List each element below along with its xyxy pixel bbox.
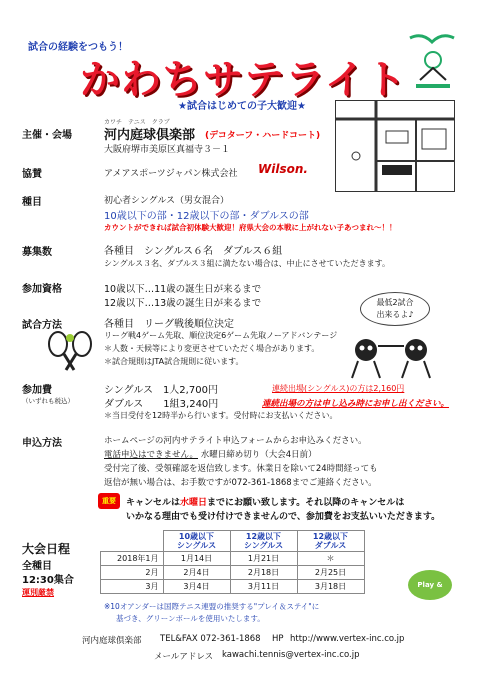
table-header: 12歳以下 シングルス: [230, 531, 297, 552]
fee-sublabel: （いずれも税込）: [22, 397, 74, 405]
events-label: 種目: [22, 197, 42, 208]
table-row: [101, 552, 365, 566]
eligibility-line2: 12歳以下…13歳の誕生日が来るまで: [104, 298, 262, 309]
club-logo-icon: [402, 30, 464, 100]
fee-doubles: ダブルス 1組3,240円: [104, 399, 219, 410]
balloon-line2: 出来るよ♪: [376, 310, 414, 319]
table-row: [101, 580, 365, 594]
table-header: [101, 531, 164, 552]
apply-label: 申込方法: [22, 438, 62, 449]
important-badge: 重要: [98, 493, 120, 509]
table-cell: 2月4日: [163, 566, 230, 580]
footer-tel: TEL&FAX 072-361-1868: [160, 634, 261, 644]
format-line2: ＊人数・天候等により変更させていただく場合があります。: [104, 344, 320, 353]
speech-balloon: [360, 292, 430, 326]
table-header: 10歳以下 シングルス: [163, 531, 230, 552]
table-header: 12歳以下 ダブルス: [297, 531, 364, 552]
eligibility-line1: 10歳以下…11歳の誕生日が来るまで: [104, 284, 262, 295]
events-line1: 初心者シングルス（男女混合）: [104, 196, 230, 206]
page-title: かわちサテライト: [80, 57, 407, 103]
table-cell: 1月14日: [163, 552, 230, 566]
balloon-line1: 最低2試合: [376, 298, 414, 307]
eligibility-label: 参加資格: [22, 284, 62, 295]
cancel-line2: いかなる理由でも受け付けできませんので、参加費をお支払いいただきます。: [126, 512, 441, 522]
apply-deadline: 水曜日締め切り（大会4日前）: [200, 450, 317, 460]
tennis-rackets-icon: [40, 330, 100, 374]
subtitle: 試合の経験をつもう！: [28, 42, 128, 53]
table-cell: 2月18日: [230, 566, 297, 580]
fee-combo: 連続出場(シングルス)の方は2,160円: [272, 384, 405, 393]
host-name: 河内庭球倶楽部: [104, 128, 196, 143]
events-line2: 10歳以下の部・12歳以下の部・ダブルスの部: [104, 211, 309, 222]
table-cell: ＊: [297, 552, 364, 566]
table-cell: 1月21日: [230, 552, 297, 566]
footer-mail-label: メールアドレス: [154, 652, 214, 662]
apply-line1: ホームページの河内サテライト申込フォームからお申込みください。: [104, 436, 367, 446]
cancel-line1c: までにお願い致します。それ以降のキャンセルは: [207, 498, 405, 508]
cancel-line1: [126, 495, 404, 508]
table-cell: 2月: [101, 566, 164, 580]
table-cell: 3月18日: [297, 580, 364, 594]
capacity-main: 各種目 シングルス６名 ダブルス６組: [104, 246, 283, 257]
sponsor-name: アメアスポーツジャパン株式会社: [104, 169, 238, 179]
fee-combo-note: 連続出場の方は申し込み時にお申し出ください。: [262, 399, 450, 409]
table-cell: 2018年1月: [101, 552, 164, 566]
schedule-note1: ※10オアンダーは国際テニス連盟の推奨する"プレイ＆ステイ"に: [104, 602, 320, 611]
table-header-row: [101, 531, 365, 552]
fee-singles: シングルス 1人2,700円: [104, 385, 218, 396]
schedule-label: 大会日程: [22, 542, 71, 556]
footer-mail-link[interactable]: kawachi.tennis@vertex-inc.co.jp: [222, 650, 360, 660]
capacity-label: 募集数: [22, 247, 52, 258]
apply-line2: [104, 448, 317, 460]
table-cell: 3月4日: [163, 580, 230, 594]
format-line3: ＊試合規則はJTA試合規則に従います。: [104, 357, 244, 366]
apply-line4: 返信が無い場合は、お手数ですが072-361-1868までご連絡ください。: [104, 478, 377, 488]
table-cell: 3月: [101, 580, 164, 594]
schedule-sub3: 運別厳禁: [22, 588, 54, 597]
table-row: [101, 566, 365, 580]
table-cell: 3月11日: [230, 580, 297, 594]
schedule-table: [100, 530, 365, 594]
footer-org: 河内庭球倶楽部: [82, 636, 142, 646]
cancel-wednesday: 水曜日: [180, 498, 208, 508]
footer-hp-label: HP: [272, 634, 284, 644]
fee-label: 参加費: [22, 385, 52, 396]
format-line1: リーグ戦4ゲーム先取、順位決定6ゲーム先取ノーアドバンテージ: [104, 331, 338, 340]
table-cell: 2月25日: [297, 566, 364, 580]
play-stay-badge: Play & Stay: [408, 570, 452, 600]
format-main: 各種目 リーグ戦後順位決定: [104, 319, 234, 330]
cartoon-players-icon: [338, 330, 448, 382]
venue-map: [335, 100, 455, 192]
fee-note: ＊当日受付を12時半から行います。受付時にお支払いください。: [104, 411, 338, 420]
schedule-sub1: 全種目: [22, 561, 52, 572]
footer-url-link[interactable]: http://www.vertex-inc.co.jp: [290, 634, 405, 644]
events-line3: カウントができれば試合初体験大歓迎！府県大会の本戦に上がれない子あつまれ～！！: [104, 223, 397, 232]
wilson-logo: Wilson.: [258, 162, 308, 176]
host-court: (デコターフ・ハードコート): [205, 131, 321, 141]
host-label: 主催・会場: [22, 130, 72, 141]
format-label: 試合方法: [22, 320, 62, 331]
cancel-line1a: キャンセルは: [126, 498, 181, 508]
capacity-note: シングルス３名、ダブルス３組に満たない場合は、中止にさせていただきます。: [104, 259, 390, 268]
host-ruby: カワチ テニス クラブ: [104, 119, 170, 126]
apply-line3: 受付完了後、受領確認を返信致します。休業日を除いて24時間経っても: [104, 464, 378, 474]
sponsor-label: 協賛: [22, 169, 42, 180]
apply-no-phone: 電話申込はできません。: [104, 450, 199, 460]
schedule-note2: 基づき、グリーンボールを使用いたします。: [116, 614, 265, 623]
tagline: ★試合はじめての子大歓迎★: [178, 101, 306, 112]
schedule-sub2: 12:30集合: [22, 575, 74, 586]
host-address: 大阪府堺市美原区真福寺３－１: [104, 145, 231, 155]
